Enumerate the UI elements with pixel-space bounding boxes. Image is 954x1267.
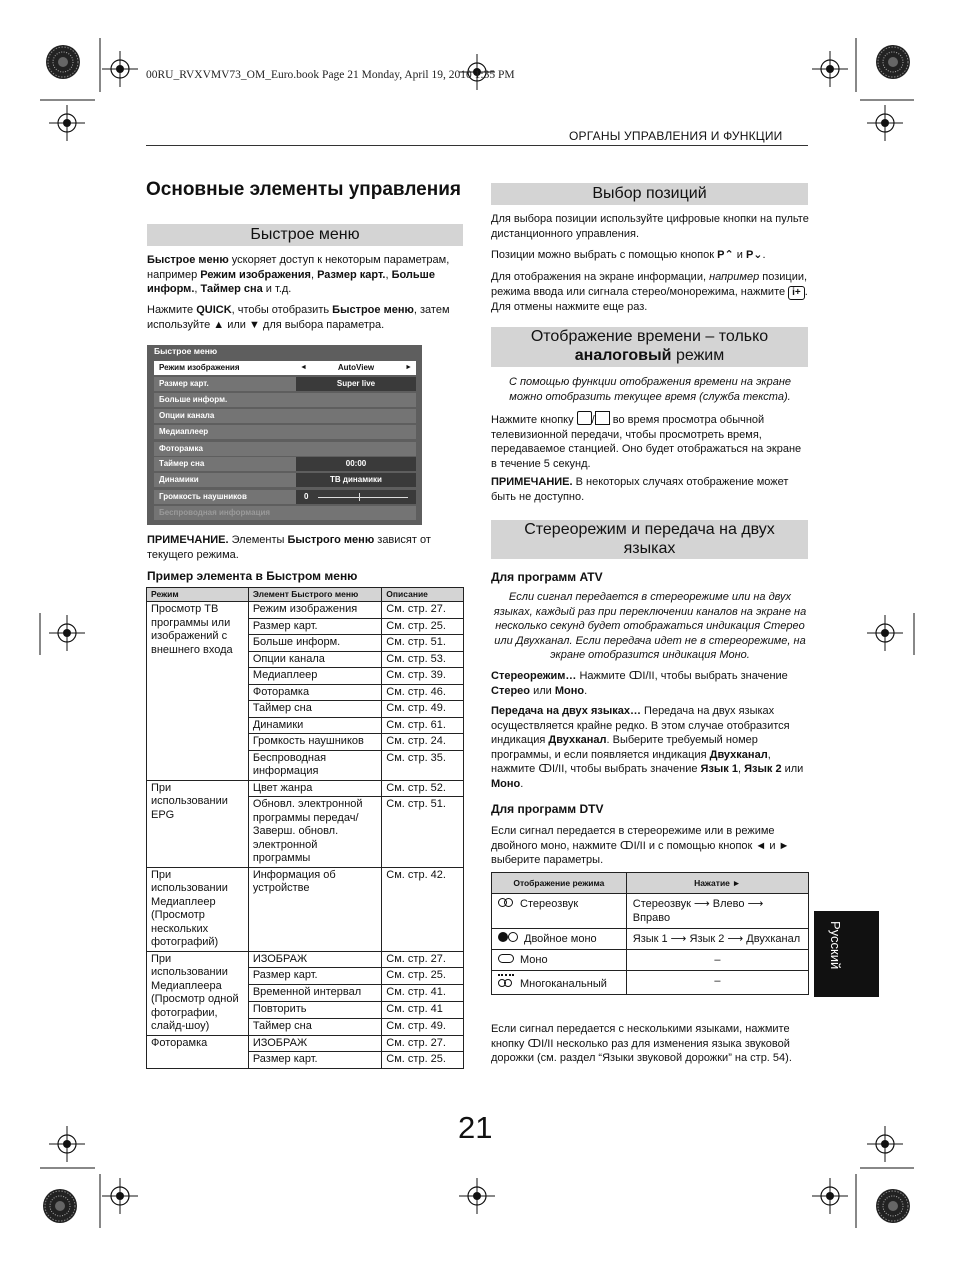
stereo-heading: Стереорежим и передача на двух языках [491,520,808,559]
tv-menu-row[interactable]: Таймер сна 00:00 [154,457,416,471]
table-header: Нажатие ► [626,873,808,894]
stereo-mode-p: Стереорежим… Нажмите ↀI/II, чтобы выбрать значение Стерео или Моно. [491,670,788,697]
example-table [146,587,464,1069]
tv-menu-row[interactable]: Фоторамка [154,442,416,456]
tv-menu-row[interactable]: Динамики ТВ динамики [154,473,416,487]
right-arrow-icon: ► [405,364,412,371]
page-title: Основные элементы управления [146,179,461,200]
table-row: Беспроводная информация См. стр. 35. [147,750,464,780]
mono-icon [498,954,514,963]
table-row: Стереозвук Стереозвук ⟶ Влево ⟶ Вправо [492,894,809,929]
table-row: Размер карт. См. стр. 25. [147,968,464,985]
volume-slider-thumb[interactable] [359,493,360,501]
audio-button-icon: ↀI/II [619,839,646,852]
section-header: ОРГАНЫ УПРАВЛЕНИЯ И ФУНКЦИИ [569,129,783,143]
table-row: Фоторамка См. стр. 46. [147,684,464,701]
tv-menu-row[interactable]: Медиаплеер [154,425,416,439]
multichannel-icon [498,974,514,987]
table-row: Опции канала См. стр. 53. [147,651,464,668]
table-row: Повторить См. стр. 41 [147,1001,464,1018]
table-row: Размер карт. См. стр. 25. [147,1052,464,1069]
table-row: Динамики См. стр. 61. [147,717,464,734]
dual-language-p: Передача на двух языках… Передача на двух языках осуществляется крайне редко. В этом случае отобразится индикация Двухканал. Выберите требуемый номер программы, и если появляется индикация Двухканал, нажмите ↀI/II, чтобы выбрать значение Язык 1, Язык 2 или Моно. [491,705,804,790]
table-row: При использовании Медиаплеер (Просмотр нескольких фотографий) Информация об устройстве См. стр. 42. [147,867,464,951]
time-display-p1: Нажмите кнопку / во время просмотра обычной телевизионной передачи, чтобы просмотреть время, передаваемое станцией. Оно будет отображаться на экране в течение 5 секунд. [491,411,809,471]
table-row: При использовании Медиаплеера (Просмотр одной фотографии, слайд-шоу) ИЗОБРАЖ См. стр. 27. [147,951,464,968]
quick-menu-note: ПРИМЕЧАНИЕ. Элементы Быстрого меню зависят от текущего режима. [147,534,431,561]
tv-menu-row[interactable]: Больше информ. [154,393,416,407]
table-row: Таймер сна См. стр. 49. [147,701,464,718]
example-heading: Пример элемента в Быстром меню [147,569,358,583]
table-row: Двойное моно Язык 1 ⟶ Язык 2 ⟶ Двухканал [492,929,809,950]
table-row: Медиаплеер См. стр. 39. [147,668,464,685]
audio-button-icon: ↀI/II [527,1037,554,1050]
time-display-note: ПРИМЕЧАНИЕ. В некоторых случаях отображение может быть не доступно. [491,476,789,503]
audio-button-icon: ↀI/II [628,670,655,682]
text-button-icon [595,411,610,425]
dtv-p: Если сигнал передается в стереорежиме или в режиме двойного моно, нажмите ↀI/II и с помощью кнопок ◄ и ► выберите параметры. [491,825,790,866]
table-header: Отображение режима [492,873,627,894]
quick-menu-intro: Быстрое меню ускоряет доступ к некоторым параметрам, например Режим изображения, Размер карт., Больше информ., Таймер сна и т.д. [147,254,450,295]
atv-heading: Для программ ATV [491,570,603,584]
tv-quick-menu [147,345,422,525]
audio-button-icon: ↀI/II [538,763,565,775]
atv-intro: Если сигнал передается в стереорежиме или на двух языках, каждый раз при переключении каналов на экране на несколько секунд будет отображаться индикация Стерео или Двухканал. Если передача идет не в стереорежиме, на экране отобразится индикация Моно. [493,591,807,661]
language-tab: Русский [814,911,879,997]
quick-menu-instruction: Нажмите QUICK, чтобы отобразить Быстрое меню, затем используйте ▲ или ▼ для выбора параметра. [147,304,450,331]
table-row: Моно – [492,950,809,971]
dual-mono-icon [498,932,518,942]
table-row: Фоторамка ИЗОБРАЖ См. стр. 27. [147,1035,464,1052]
tv-menu-row[interactable]: Режим изображения ◄ AutoView ► [154,361,416,375]
time-display-heading: Отображение времени – только аналоговый режим [491,327,808,367]
stereo-icon [498,898,514,907]
volume-slider[interactable] [318,497,408,498]
quick-menu-heading: Быстрое меню [147,224,463,246]
tv-menu-title: Быстрое меню [154,346,218,356]
tv-menu-row[interactable]: Размер карт. Super live [154,377,416,391]
file-info: 00RU_RVXVMV73_OM_Euro.book Page 21 Monday, April 19, 2010 1:35 PM [146,69,515,81]
tv-menu-row[interactable]: Опции канала [154,409,416,423]
dtv-heading: Для программ DTV [491,802,604,816]
table-row: Обновл. электронной программы передач/ Заверш. обновл. электронной программы См. стр. 51. [147,797,464,868]
header-rule [146,145,808,146]
sound-mode-table [491,872,809,995]
table-row: Многоканальный – [492,971,809,995]
clock-button-icon [577,411,592,425]
table-row: Временной интервал См. стр. 41. [147,985,464,1002]
table-header: Описание [382,588,464,602]
table-row: Таймер сна См. стр. 49. [147,1018,464,1035]
position-heading: Выбор позиций [491,183,808,205]
table-header: Элемент Быстрого меню [248,588,381,602]
time-display-intro: С помощью функции отображения времени на экране можно отобразить текущее время (служба текста). [508,376,792,403]
table-row: Громкость наушников См. стр. 24. [147,734,464,751]
position-p3: Для отображения на экране информации, например позиции, режима ввода или сигнала стерео/монорежима, нажмите i+ . Для отмены нажмите еще раз. [491,271,808,313]
table-row: Просмотр ТВ программы или изображений с внешнего входа Режим изображения См. стр. 27. [147,602,464,619]
table-row: При использовании EPG Цвет жанра См. стр. 52. [147,780,464,797]
info-button-icon: i+ [788,286,805,300]
tv-menu-row[interactable]: Громкость наушников 0 [154,490,416,504]
tv-menu-row: Беспроводная информация [154,506,416,520]
stereo-footer: Если сигнал передается с несколькими языками, нажмите кнопку ↀI/II несколько раз для изменения языка звуковой дорожки (см. раздел “Языки звуковой дорожки” на стр. 54). [491,1023,792,1064]
page-number: 21 [458,1110,493,1145]
table-header: Режим [147,588,249,602]
table-row: Больше информ. См. стр. 51. [147,635,464,652]
position-p2: Позиции можно выбрать с помощью кнопок P⌃ и P⌄. [491,249,766,261]
left-arrow-icon: ◄ [300,364,307,371]
table-row: Размер карт. См. стр. 25. [147,618,464,635]
position-p1: Для выбора позиции используйте цифровые кнопки на пульте дистанционного управления. [491,213,809,240]
